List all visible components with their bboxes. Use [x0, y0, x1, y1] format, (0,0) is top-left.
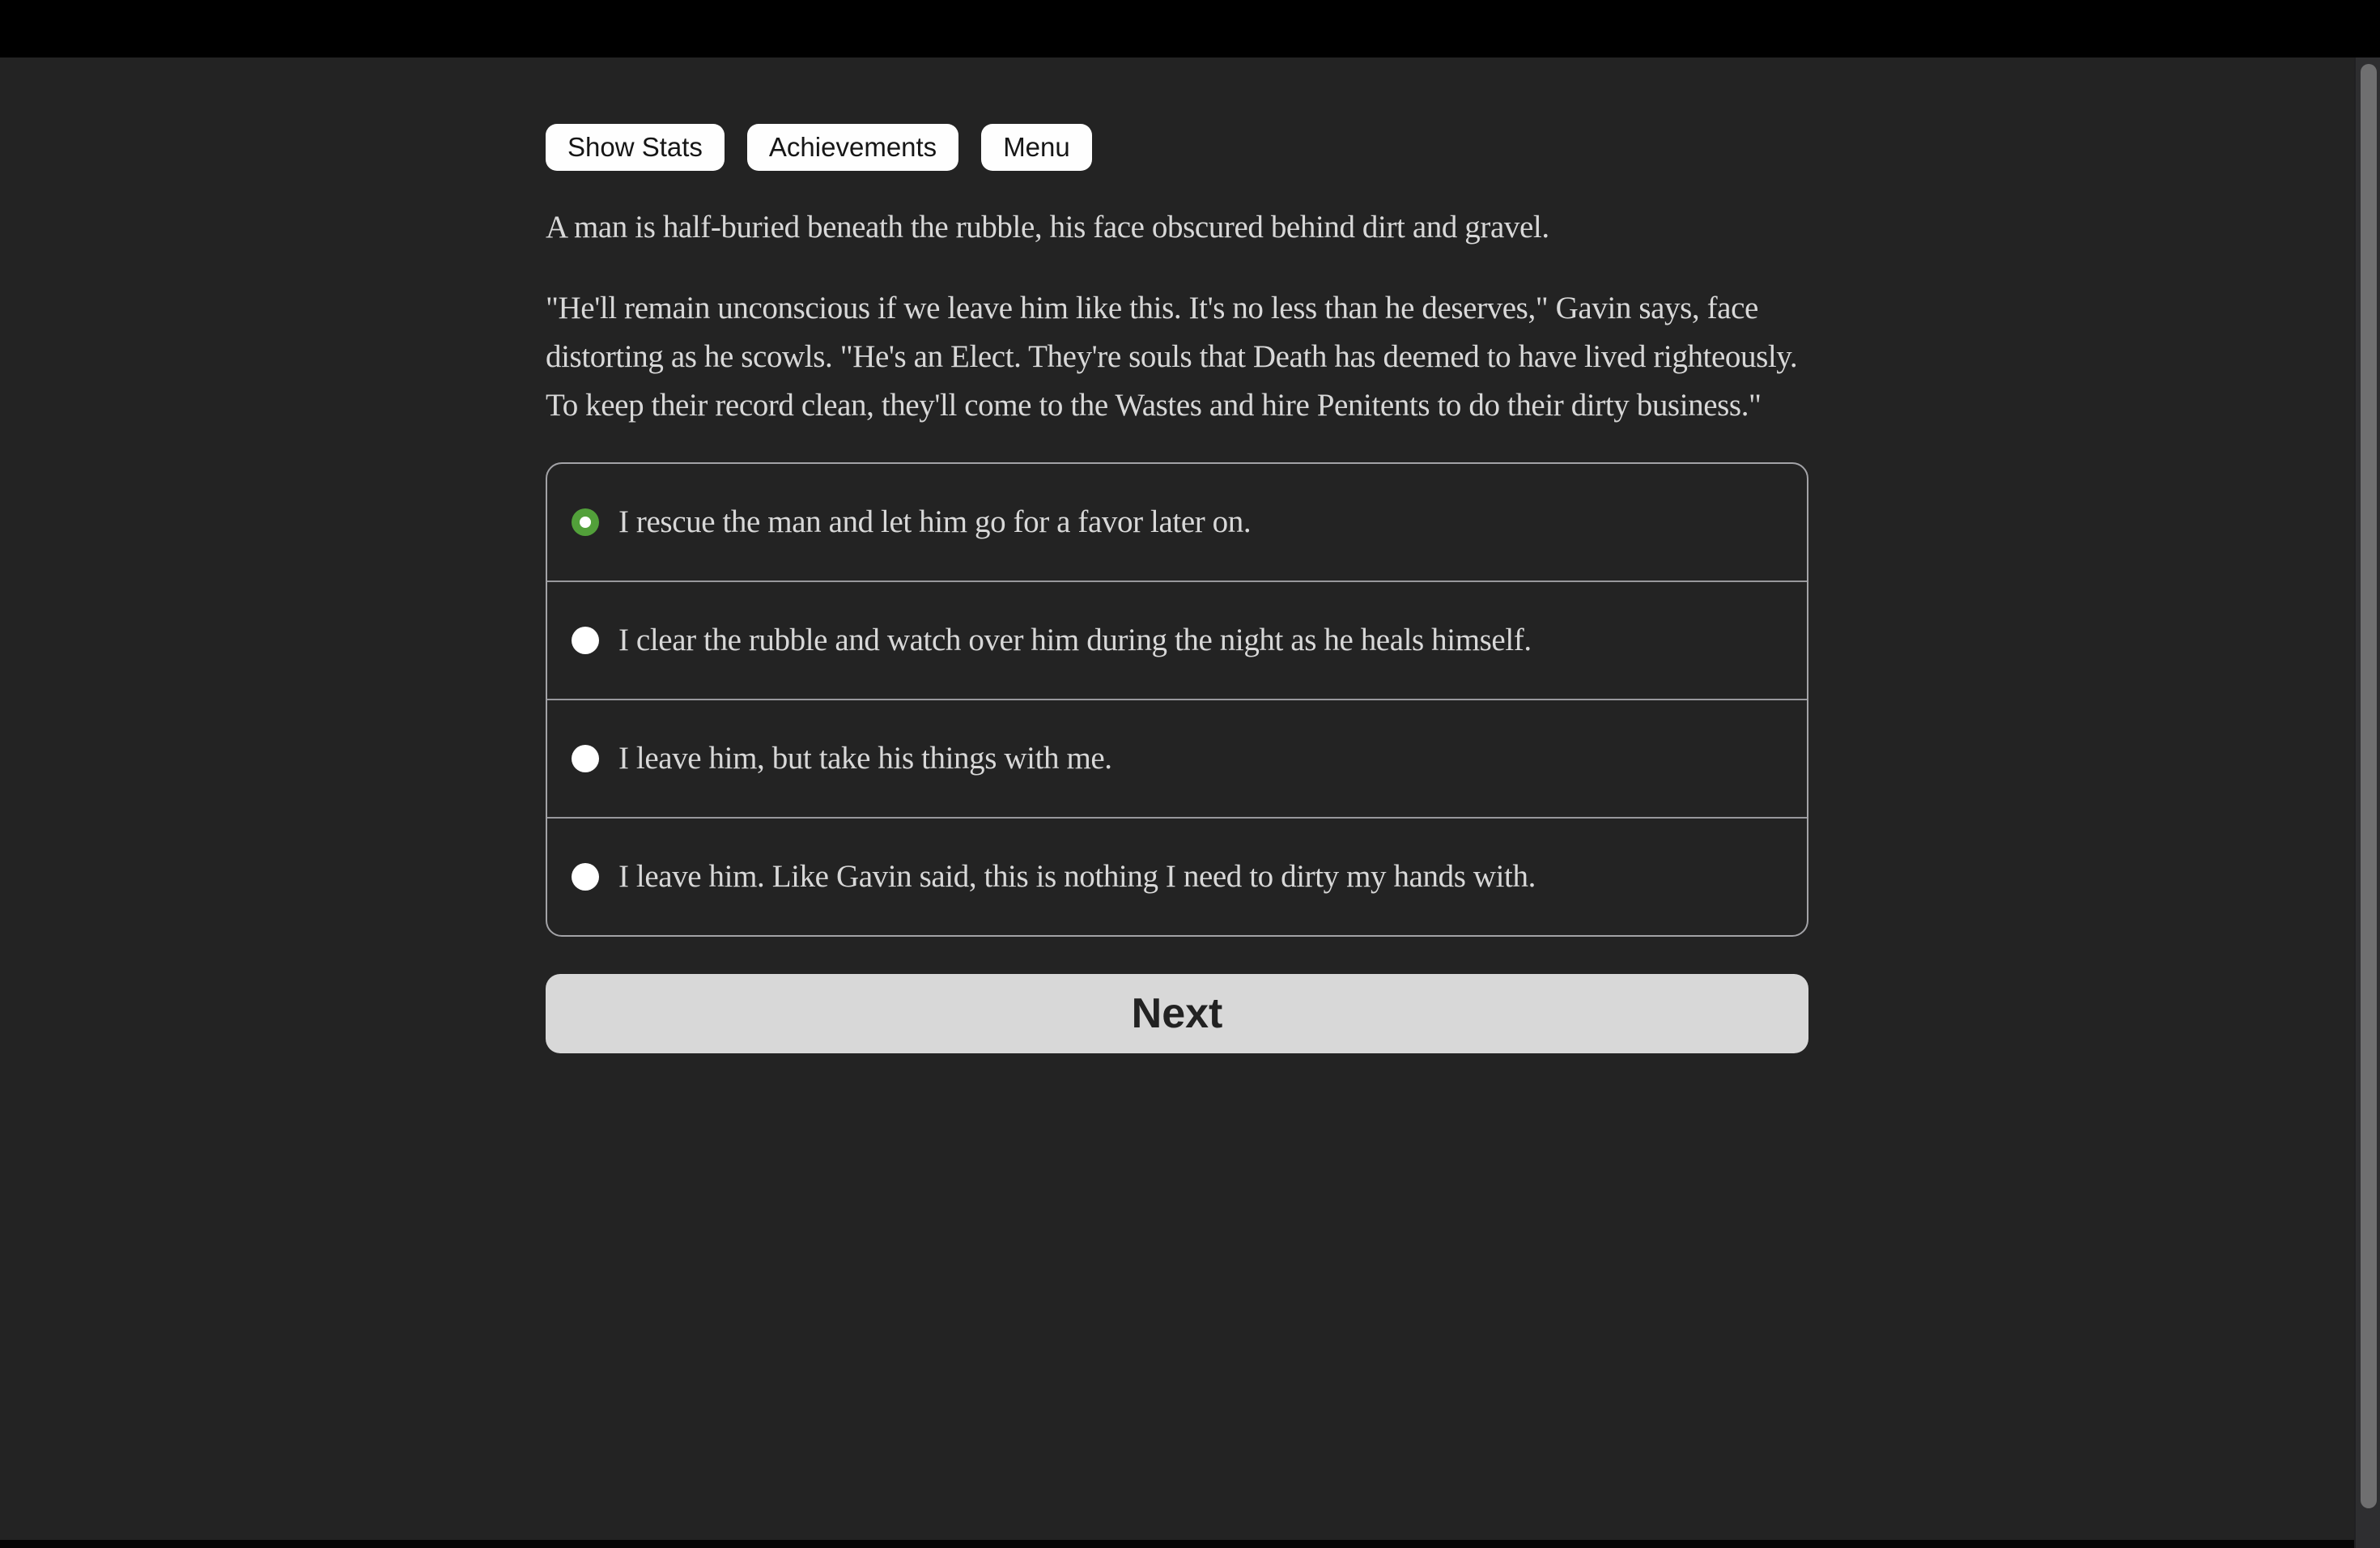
story-paragraph: A man is half-buried beneath the rubble, his face obscured behind dirt and gravel.	[546, 210, 1549, 245]
story-content-column	[546, 57, 1808, 1053]
story-text	[546, 203, 1808, 430]
top-black-bar	[0, 0, 2380, 57]
choice-option[interactable]	[547, 580, 1807, 699]
choice-label: I clear the rubble and watch over him during the night as he heals himself.	[618, 623, 1532, 657]
radio-unselected-icon[interactable]	[572, 745, 599, 772]
menu-button[interactable]: Menu	[981, 124, 1092, 171]
achievements-button[interactable]: Achievements	[747, 124, 958, 171]
radio-selected-icon[interactable]	[572, 508, 599, 536]
choice-label: I leave him, but take his things with me.	[618, 741, 1112, 776]
radio-unselected-icon[interactable]	[572, 627, 599, 654]
bottom-edge	[0, 1540, 2354, 1548]
choice-option[interactable]	[547, 817, 1807, 935]
choice-option[interactable]	[547, 699, 1807, 817]
radio-unselected-icon[interactable]	[572, 863, 599, 891]
toolbar	[546, 124, 1808, 171]
main-area	[0, 57, 2354, 1548]
next-button[interactable]: Next	[546, 974, 1808, 1053]
choice-list	[546, 462, 1808, 937]
scrollbar[interactable]	[2354, 57, 2380, 1548]
choice-label: I rescue the man and let him go for a favor later on.	[618, 504, 1252, 539]
game-viewport	[0, 57, 2380, 1548]
show-stats-button[interactable]: Show Stats	[546, 124, 725, 171]
choice-label: I leave him. Like Gavin said, this is nothing I need to dirty my hands with.	[618, 859, 1536, 894]
story-paragraph: "He'll remain unconscious if we leave him like this. It's no less than he deserves," Gavin says, face distorting as he scowls. "He's an Elect. They're souls that Death has deemed to have lived righteously. To keep their record clean, they'll come to the Wastes and hire Penitents to do their dirty business."	[546, 291, 1798, 423]
scrollbar-thumb[interactable]	[2361, 64, 2377, 1508]
choice-option[interactable]	[547, 464, 1807, 580]
